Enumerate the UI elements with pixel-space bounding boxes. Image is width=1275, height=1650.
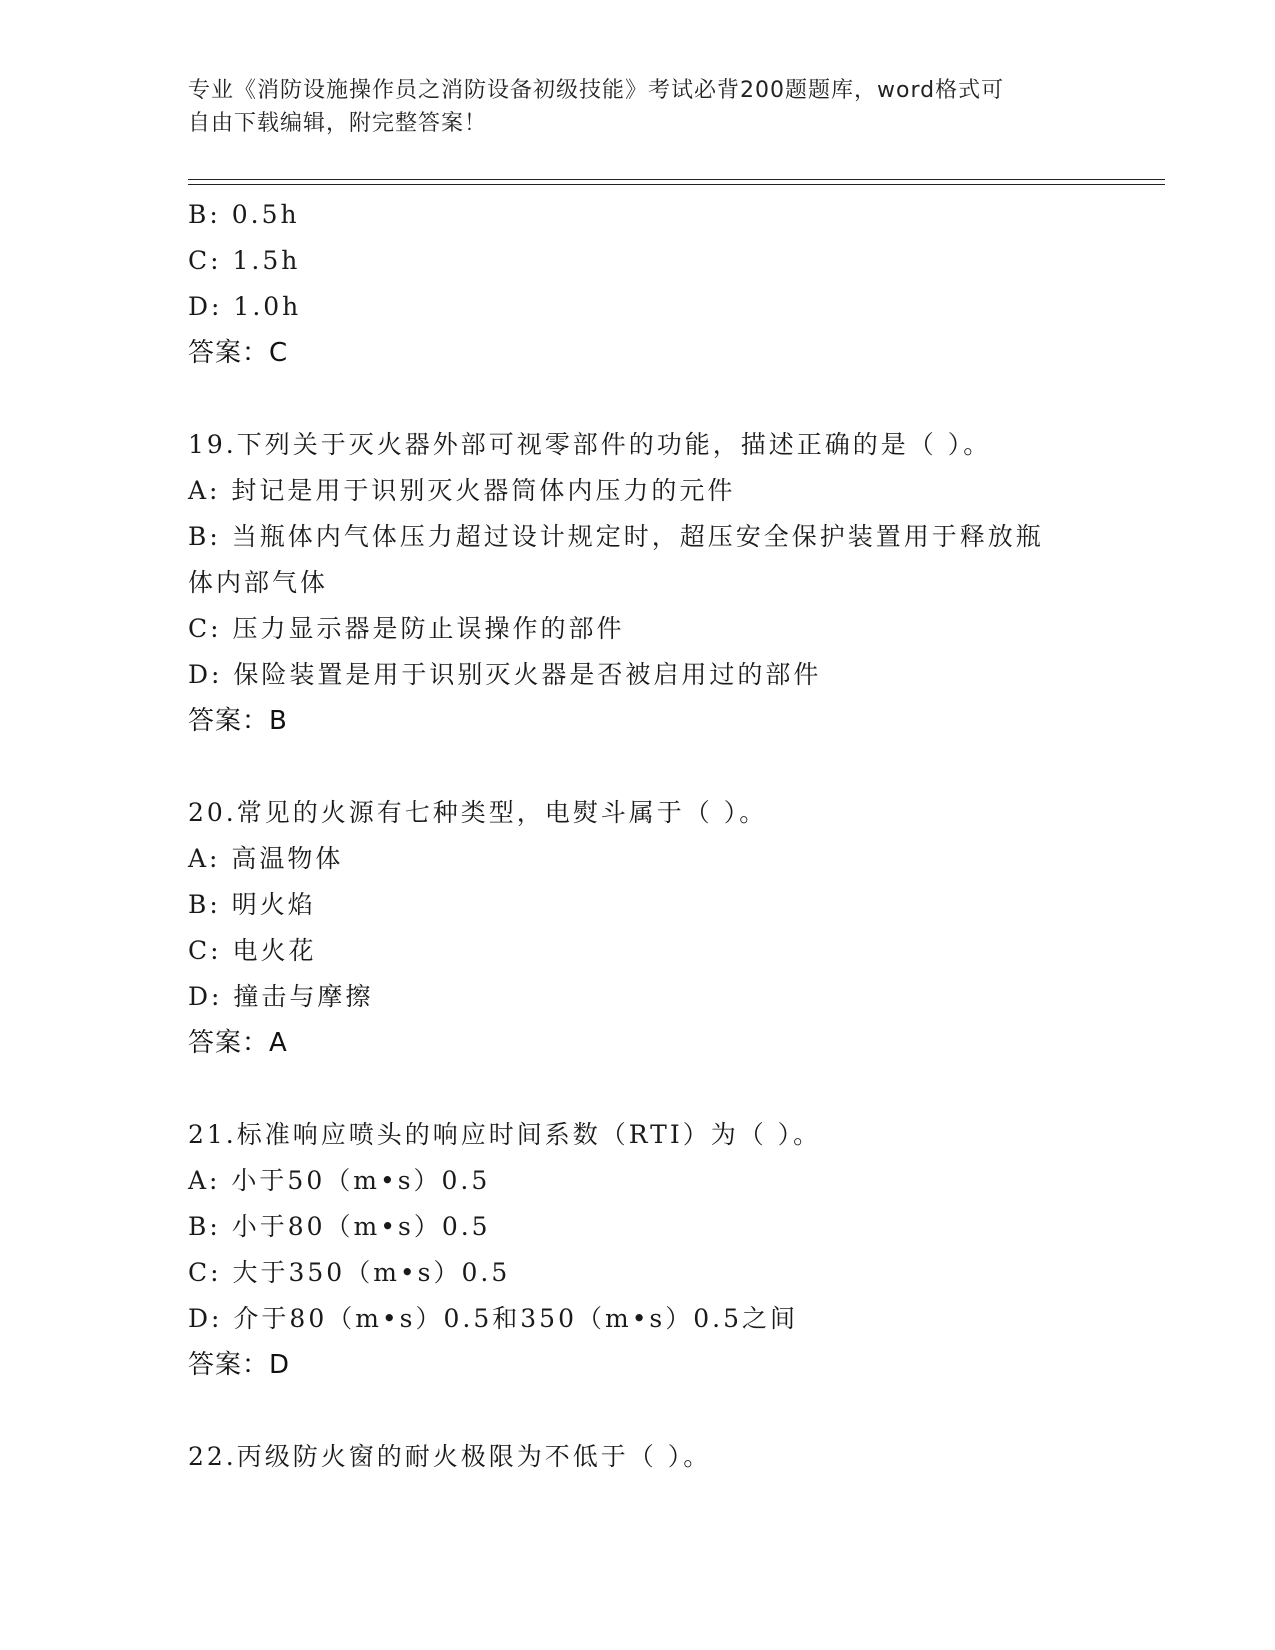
question-22 bbox=[188, 1434, 1088, 1480]
answer-line: 答案：C bbox=[188, 338, 289, 368]
question-text: 19.下列关于灭火器外部可视零部件的功能，描述正确的是（ ）。 bbox=[188, 430, 992, 459]
option-c: C: 压力显示器是防止误操作的部件 bbox=[188, 614, 625, 643]
document-header bbox=[188, 74, 1088, 140]
option-b: B: 明火焰 bbox=[188, 890, 316, 919]
option-a: A: 封记是用于识别灭火器筒体内压力的元件 bbox=[188, 476, 736, 505]
header-rule-top bbox=[188, 179, 1165, 180]
header-line-1: 专业《消防设施操作员之消防设备初级技能》考试必背200题题库，word格式可 bbox=[188, 78, 1005, 103]
question-text: 21.标准响应喷头的响应时间系数（RTI）为（ ）。 bbox=[188, 1120, 822, 1149]
question-20 bbox=[188, 790, 1088, 1066]
question-text: 20.常见的火源有七种类型，电熨斗属于（ ）。 bbox=[188, 798, 768, 827]
question-prev bbox=[188, 192, 1088, 376]
answer-line: 答案：D bbox=[188, 1350, 291, 1380]
option-d: D: 保险装置是用于识别灭火器是否被启用过的部件 bbox=[188, 660, 822, 689]
option-d: D: 撞击与摩擦 bbox=[188, 982, 374, 1011]
option-b-continued: 体内部气体 bbox=[188, 568, 329, 597]
header-line-2: 自由下载编辑，附完整答案！ bbox=[188, 111, 488, 136]
option-c: C: 电火花 bbox=[188, 936, 317, 965]
option-c: C: 大于350（m•s）0.5 bbox=[188, 1258, 511, 1287]
question-21 bbox=[188, 1112, 1088, 1388]
option-d: D: 介于80（m•s）0.5和350（m•s）0.5之间 bbox=[188, 1304, 799, 1333]
option-a: A: 高温物体 bbox=[188, 844, 344, 873]
option-b: B: 当瓶体内气体压力超过设计规定时，超压安全保护装置用于释放瓶 bbox=[188, 522, 1044, 551]
option-b: B: 0.5h bbox=[188, 200, 300, 229]
header-rule-bottom bbox=[188, 184, 1165, 185]
answer-line: 答案：B bbox=[188, 706, 288, 736]
option-d: D: 1.0h bbox=[188, 292, 302, 321]
option-a: A: 小于50（m•s）0.5 bbox=[188, 1166, 491, 1195]
option-c: C: 1.5h bbox=[188, 246, 301, 275]
question-19 bbox=[188, 422, 1088, 744]
option-b: B: 小于80（m•s）0.5 bbox=[188, 1212, 491, 1241]
answer-line: 答案：A bbox=[188, 1028, 288, 1058]
question-list bbox=[188, 192, 1088, 1480]
question-text: 22.丙级防火窗的耐火极限为不低于（ ）。 bbox=[188, 1442, 712, 1471]
